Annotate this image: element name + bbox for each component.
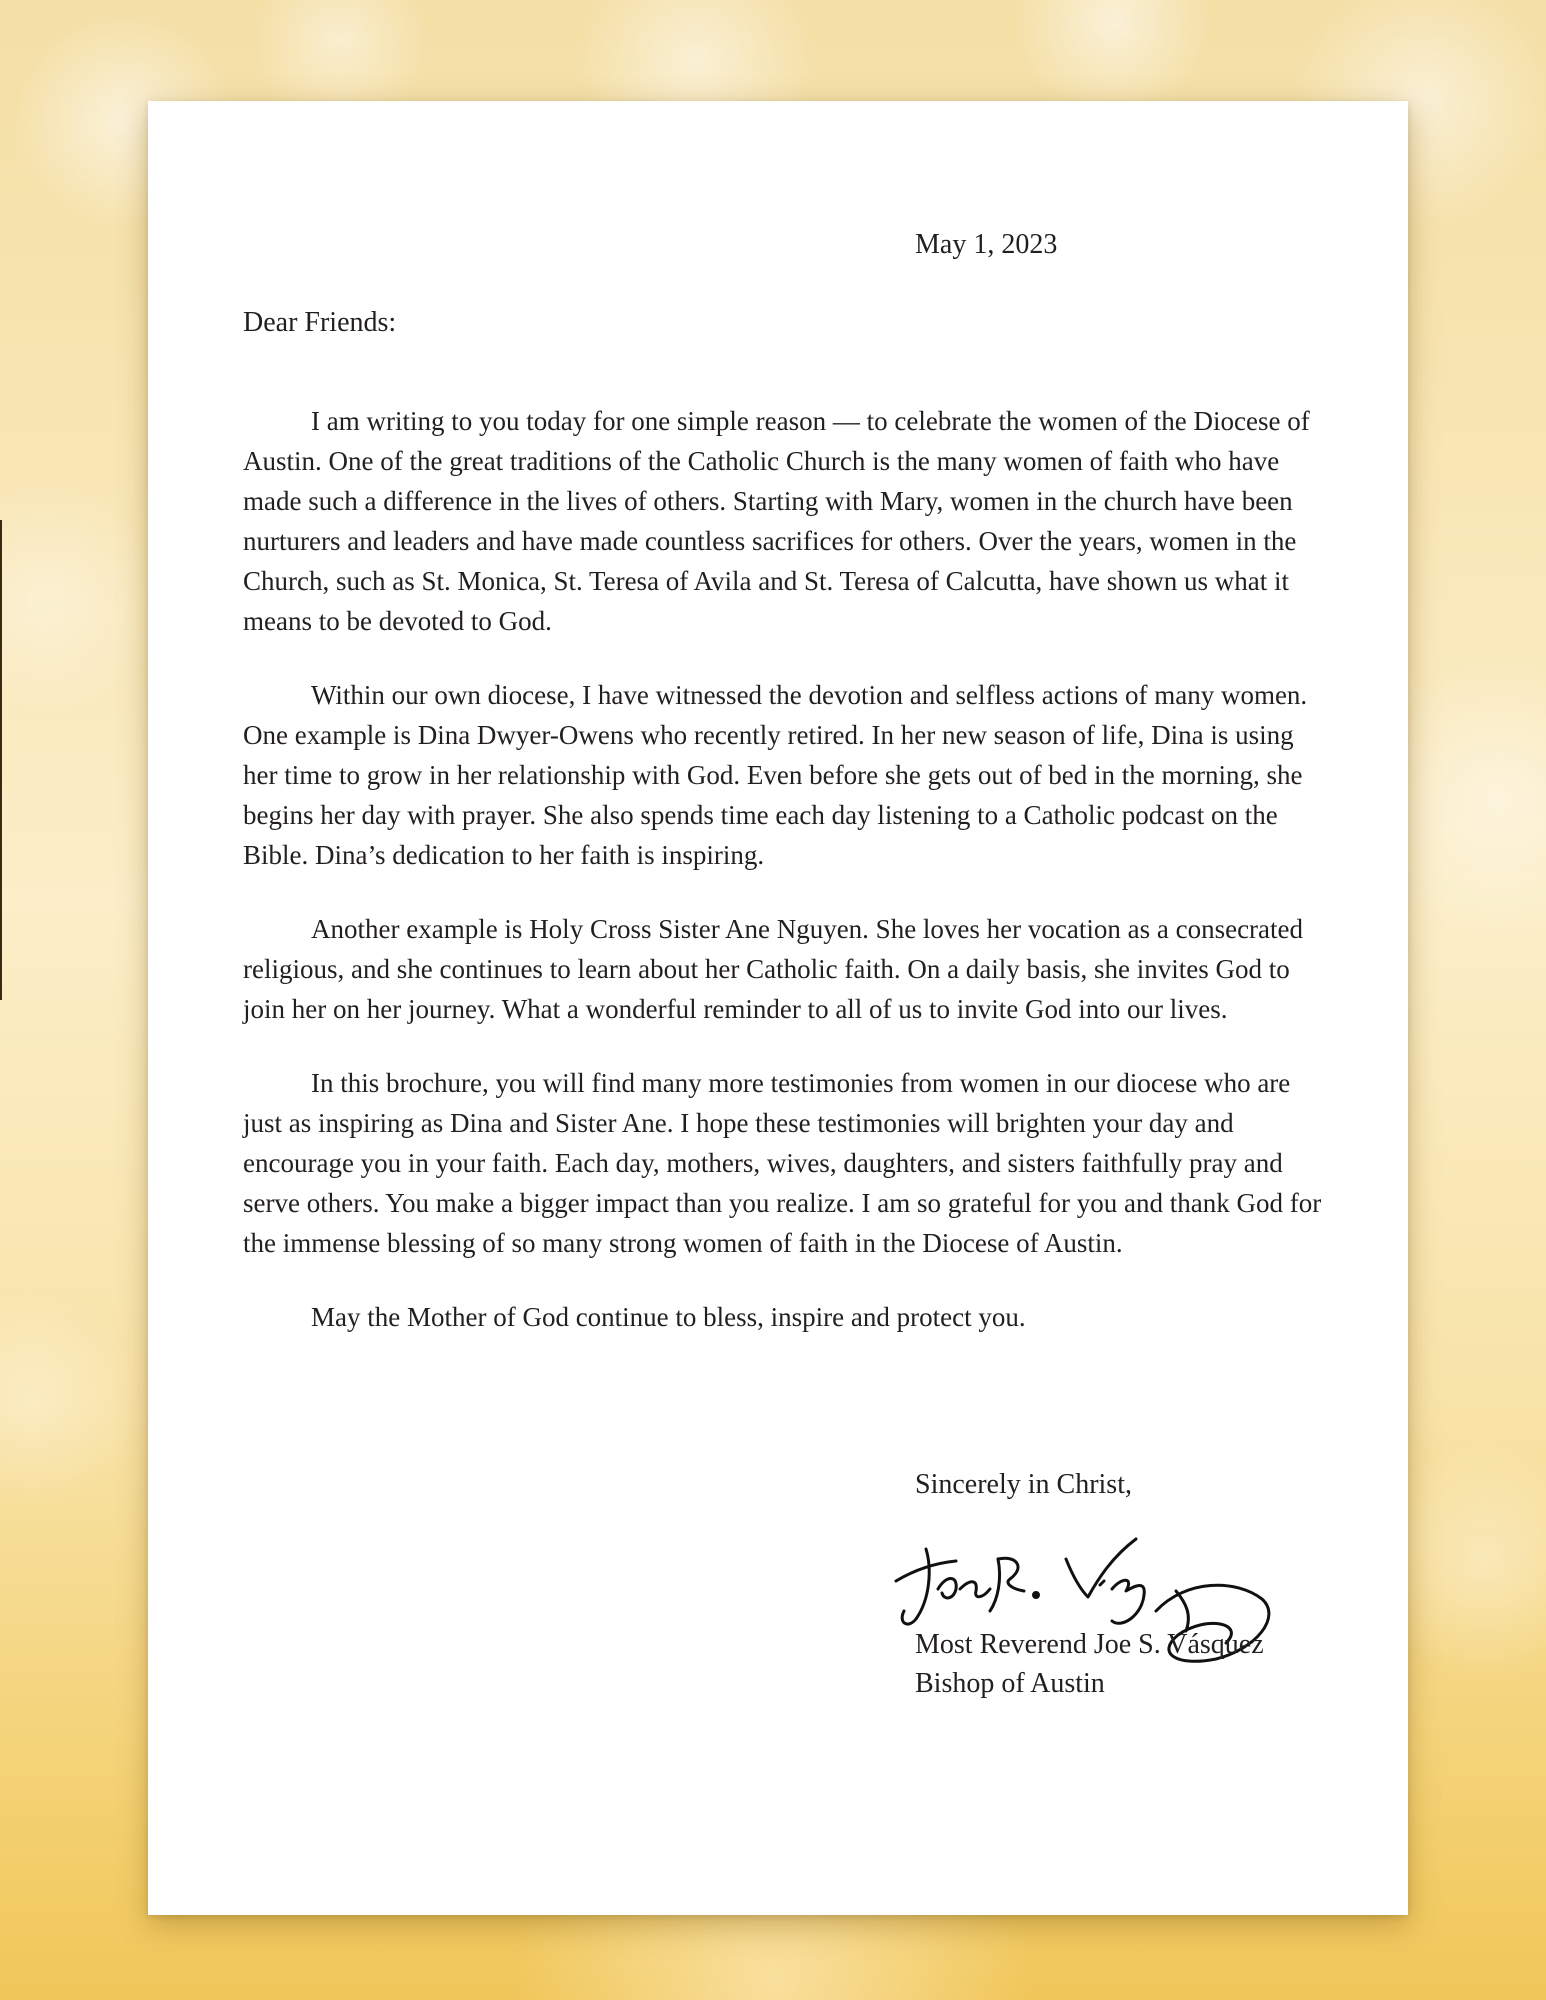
- signer-name: Most Reverend Joe S. Vásquez: [915, 1629, 1264, 1660]
- paragraph-2: Within our own diocese, I have witnessed the devotion and selfless actions of many women. One example is Dina Dwyer-Owens who recently retired. In her new season of life, Dina is using her time to grow in her relationship with God. Even before she gets out of bed in the morning, she begins her day with prayer. She also spends time each day listening to a Catholic podcast on the Bible. Dina’s dedication to her faith is inspiring.: [243, 680, 1308, 870]
- signer-title: Bishop of Austin: [915, 1668, 1105, 1699]
- paragraph-5: May the Mother of God continue to bless, inspire and protect you.: [311, 1302, 1026, 1332]
- closing: Sincerely in Christ,: [915, 1469, 1132, 1500]
- letter-date: May 1, 2023: [915, 229, 1058, 260]
- paragraph-1: I am writing to you today for one simple reason — to celebrate the women of the Diocese of Austin. One of the great traditions of the Catholic Church is the many women of faith who have made such a difference in the lives of others. Starting with Mary, women in the church have been nurturers and leaders and have made countless sacrifices for others. Over the years, women in the Church, such as St. Monica, St. Teresa of Avila and St. Teresa of Calcutta, have shown us what it means to be devoted to God.: [243, 406, 1310, 636]
- left-edge-mark: [0, 520, 2, 1000]
- paragraph-3: Another example is Holy Cross Sister Ane Nguyen. She loves her vocation as a consecrated religious, and she continues to learn about her Catholic faith. On a daily basis, she invites God to join her on her journey. What a wonderful reminder to all of us to invite God into our lives.: [243, 914, 1304, 1024]
- salutation: Dear Friends:: [243, 307, 397, 338]
- letter-body: [243, 401, 1333, 1371]
- paragraph-4: In this brochure, you will find many more testimonies from women in our diocese who are just as inspiring as Dina and Sister Ane. I hope these testimonies will brighten your day and encourage you in your faith. Each day, mothers, wives, daughters, and sisters faithfully pray and serve others. You make a bigger impact than you realize. I am so grateful for you and thank God for the immense blessing of so many strong women of faith in the Diocese of Austin.: [243, 1068, 1322, 1258]
- letter-page: [148, 101, 1408, 1915]
